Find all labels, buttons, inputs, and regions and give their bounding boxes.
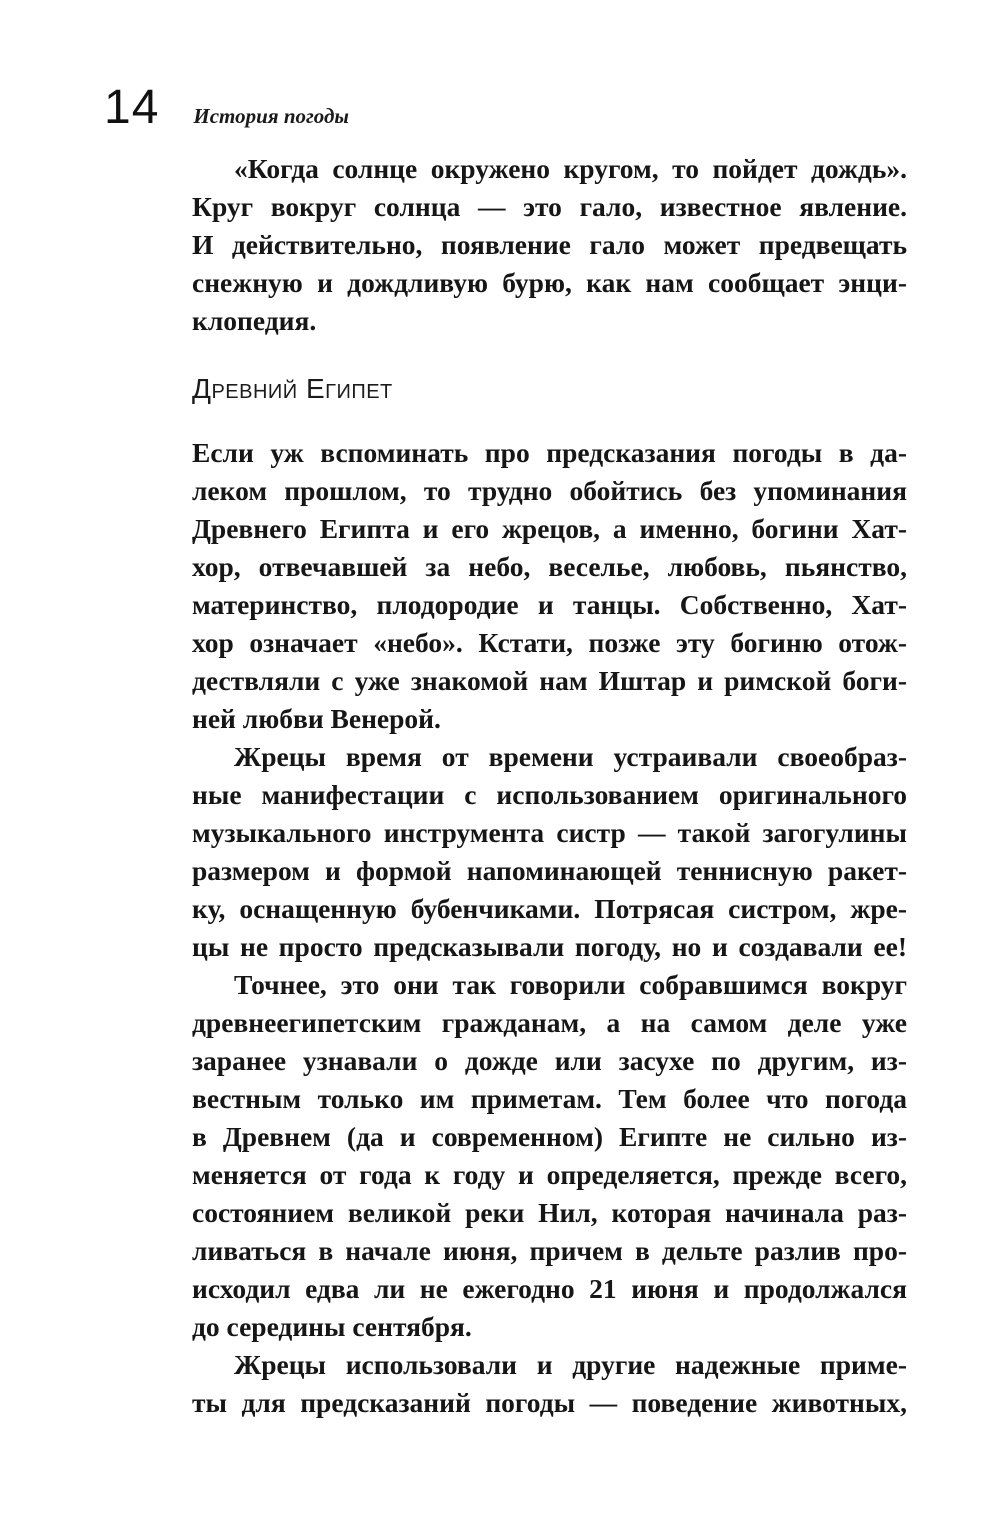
text-line: ливаться в начале июня, причем в дельте разлив про- bbox=[192, 1235, 907, 1266]
text-line: ты для предсказаний погоды — поведение животных, bbox=[192, 1387, 907, 1418]
text-line: клопедия. bbox=[192, 305, 317, 336]
text-line: хор означает «небо». Кстати, позже эту богиню отож- bbox=[192, 627, 907, 658]
paragraph bbox=[192, 966, 907, 1346]
text-line: леком прошлом, то трудно обойтись без упоминания bbox=[192, 475, 907, 506]
text-line: Точнее, это они так говорили собравшимся вокруг bbox=[234, 969, 907, 1000]
text-line: Если уж вспоминать про предсказания погоды в да- bbox=[192, 437, 907, 468]
text-line: ные манифестации с использованием оригинального bbox=[192, 779, 907, 810]
text-line: музыкального инструмента систр — такой загогулины bbox=[192, 817, 907, 848]
text-line: ку, оснащенную бубенчиками. Потрясая систром, жре- bbox=[192, 893, 907, 924]
text-line: цы не просто предсказывали погоду, но и создавали ее! bbox=[192, 931, 907, 962]
text-line: Жрецы время от времени устраивали своеобраз- bbox=[234, 741, 907, 772]
text-line: Древнего Египта и его жрецов, а именно, богини Хат- bbox=[192, 513, 907, 544]
paragraph bbox=[192, 738, 907, 966]
text-line: меняется от года к году и определяется, прежде всего, bbox=[192, 1159, 907, 1190]
running-head bbox=[104, 81, 349, 144]
text-line: материнство, плодородие и танцы. Собственно, Хат- bbox=[192, 589, 907, 620]
text-line: хор, отвечавшей за небо, веселье, любовь, пьянство, bbox=[192, 551, 907, 582]
text-line: заранее узнавали о дожде или засухе по другим, из- bbox=[192, 1045, 907, 1076]
text-line: Круг вокруг солнца — это гало, известное явление. bbox=[192, 191, 907, 222]
section-heading: Древний Египет bbox=[192, 373, 393, 404]
text-line: «Когда солнце окружено кругом, то пойдет дождь». bbox=[234, 153, 907, 184]
text-line: ней любви Венерой. bbox=[192, 703, 441, 734]
text-line: снежную и дождливую бурю, как нам сообщает энци- bbox=[192, 267, 907, 298]
text-line: древнеегипетским гражданам, а на самом деле уже bbox=[192, 1007, 907, 1038]
text-line: дествляли с уже знакомой нам Иштар и римской боги- bbox=[192, 665, 907, 696]
text-line: вестным только им приметам. Тем более что погода bbox=[192, 1083, 907, 1114]
body-text bbox=[192, 434, 907, 1422]
text-line: И действительно, появление гало может предвещать bbox=[192, 229, 907, 260]
text-line: размером и формой напоминающей теннисную ракет- bbox=[192, 855, 907, 886]
paragraph bbox=[192, 434, 907, 738]
intro-paragraph bbox=[192, 150, 907, 340]
page-number: 14 bbox=[104, 81, 160, 134]
text-line: исходил едва ли не ежегодно 21 июня и продолжался bbox=[192, 1273, 907, 1304]
text-line: до середины сентября. bbox=[192, 1311, 472, 1342]
text-line: в Древнем (да и современном) Египте не сильно из- bbox=[192, 1121, 907, 1152]
paragraph bbox=[192, 1346, 907, 1422]
text-line: Жрецы использовали и другие надежные приме- bbox=[234, 1349, 907, 1380]
running-title: История погоды bbox=[193, 104, 349, 128]
text-line: состоянием великой реки Нил, которая начинала раз- bbox=[192, 1197, 907, 1228]
